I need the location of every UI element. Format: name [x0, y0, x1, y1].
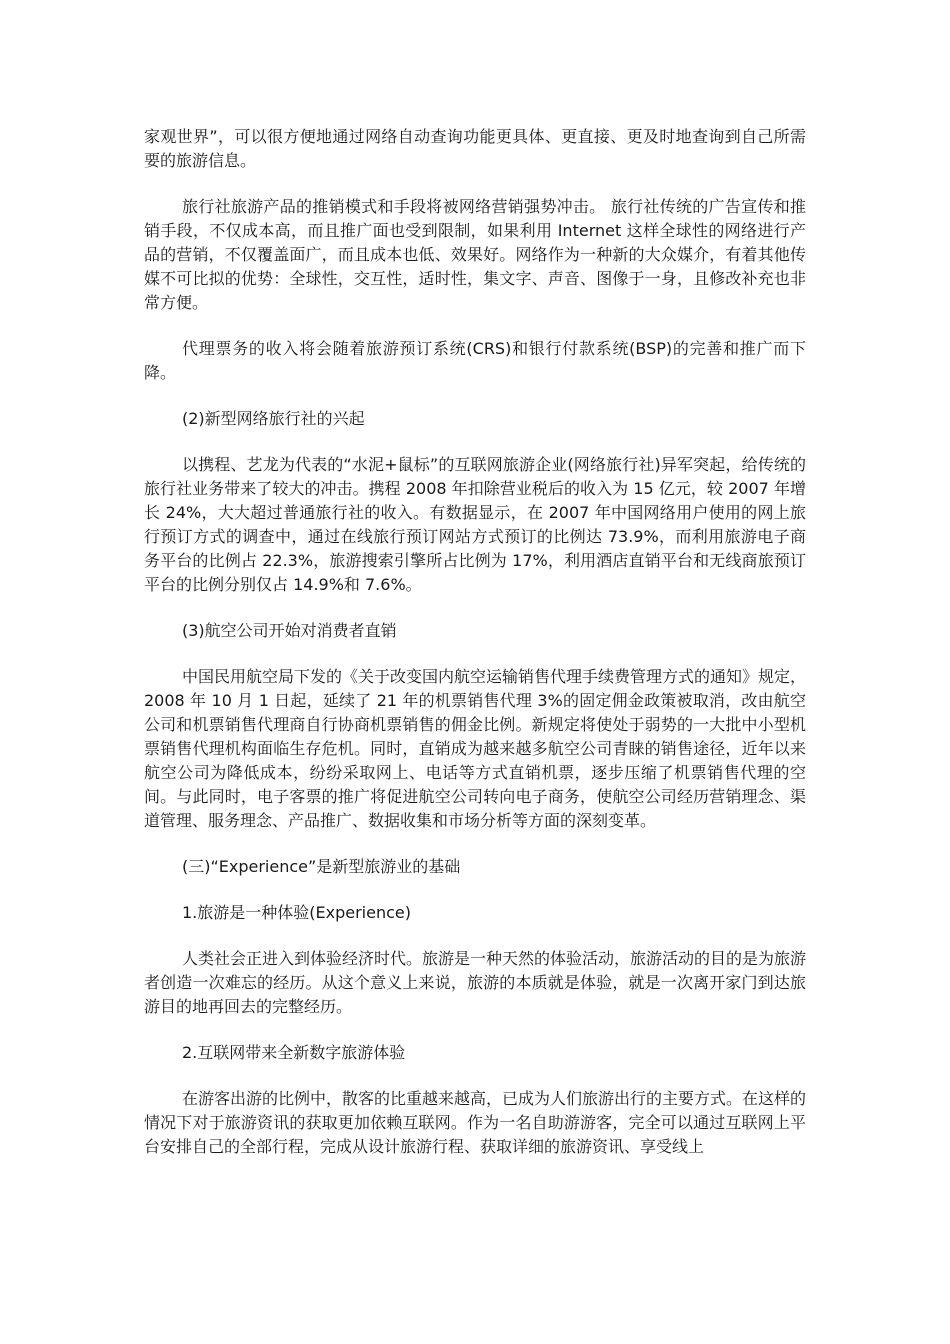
- document-body: [144, 125, 806, 1181]
- section-heading-experience: (三)“Experience”是新型旅游业的基础: [182, 857, 461, 876]
- paragraph-continued-info: 家观世界”，可以很方便地通过网络自动查询功能更具体、更直接、更及时地查询到自己所需要的旅游信息。: [144, 127, 806, 170]
- subheading-tourism-experience: 1.旅游是一种体验(Experience): [182, 903, 411, 922]
- paragraph-experience-economy: 人类社会正进入到体验经济时代。旅游是一种天然的体验活动，旅游活动的目的是为旅游者创造一次难忘的经历。从这个意义上来说，旅游的本质就是体验，就是一次离开家门到达旅游目的地再回去的完整经历。: [144, 949, 807, 1016]
- paragraph-ticketing-income: 代理票务的收入将会随着旅游预订系统(CRS)和银行付款系统(BSP)的完善和推广而下降。: [144, 339, 806, 382]
- paragraph-marketing-impact: 旅行社旅游产品的推销模式和手段将被网络营销强势冲击。 旅行社传统的广告宣传和推销手段，不仅成本高，而且推广面也受到限制，如果利用 Internet 这样全球性的网络进行产品的营销，不仅覆盖面广，而且成本也低、效果好。网络作为一种新的大众媒介，有着其他传媒不可比拟的优势：全球性，交互性，适时性，集文字、声音、图像于一身，且修改补充也非常方便。: [144, 197, 806, 312]
- subheading-digital-experience: 2.互联网带来全新数字旅游体验: [182, 1043, 406, 1062]
- paragraph-independent-travel: 在游客出游的比例中，散客的比重越来越高，已成为人们旅游出行的主要方式。在这样的情况下对于旅游资讯的获取更加依赖互联网。作为一名自助游游客，完全可以通过互联网上平台安排自己的全部行程，完成从设计旅游行程、获取详细的旅游资讯、享受线上: [144, 1089, 807, 1156]
- section-heading-airline-direct: (3)航空公司开始对消费者直销: [182, 621, 397, 640]
- paragraph-airline-direct: 中国民用航空局下发的《关于改变国内航空运输销售代理手续费管理方式的通知》规定，2008 年 10 月 1 日起，延续了 21 年的机票销售代理 3%的固定佣金政策被取消，改由航空公司和机票销售代理商自行协商机票销售的佣金比例。新规定将使处于弱势的一大批中小型机票销售代理机构面临生存危机。同时，直销成为越来越多航空公司青睐的销售途径，近年以来航空公司为降低成本，纷纷采取网上、电话等方式直销机票，逐步压缩了机票销售代理的空间。与此同时，电子客票的推广将促进航空公司转向电子商务，使航空公司经历营销理念、渠道管理、服务理念、产品推广、数据收集和市场分析等方面的深刻变革。: [144, 667, 807, 830]
- paragraph-online-agencies: 以携程、艺龙为代表的“水泥+鼠标”的互联网旅游企业(网络旅行社)异军突起，给传统的旅行社业务带来了较大的冲击。携程 2008 年扣除营业税后的收入为 15 亿元，较 2007 年增长 24%，大大超过普通旅行社的收入。有数据显示，在 2007 年中国网络用户使用的网上旅行预订方式的调查中，通过在线旅行预订网站方式预订的比例达 73.9%，而利用旅游电子商务平台的比例占 22.3%，旅游搜索引擎所占比例为 17%，利用酒店直销平台和无线商旅预订平台的比例分别仅占 14.9%和 7.6%。: [144, 455, 806, 594]
- section-heading-online-agencies: (2)新型网络旅行社的兴起: [182, 409, 365, 428]
